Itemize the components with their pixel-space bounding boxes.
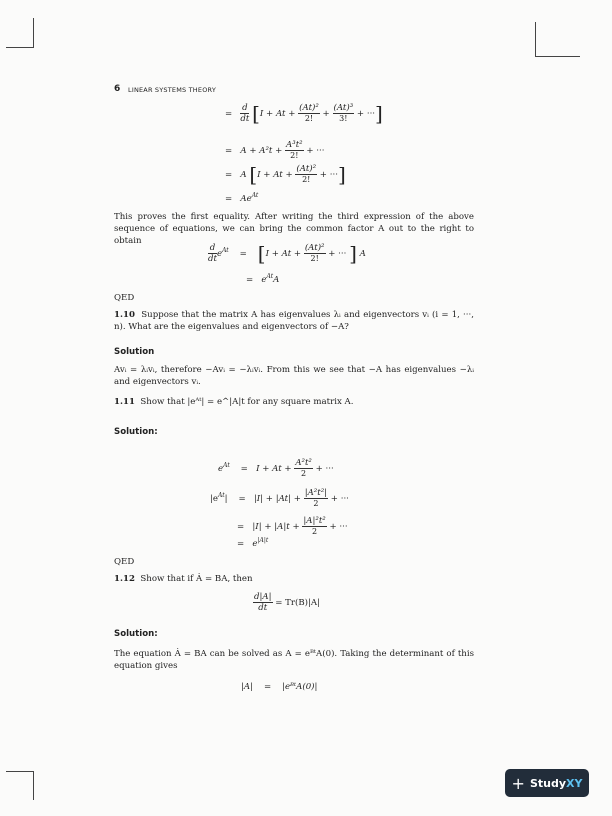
solution-1-12-text: The equation Ȧ = BA can be solved as A = eᴮᵗA(0). Taking the determinant of this equation gives [114,649,474,671]
running-title: LINEAR SYSTEMS THEORY [128,86,216,94]
equation-determinant-derivative: $\frac{d|A|}{dt}$ = Tr(B)|A| [254,592,321,613]
crop-mark [535,22,536,57]
paragraph-proof: This proves the first equality. After writing the third expression of the above sequence of equations, we can bring the common factor A out to the right to obtain [114,212,474,246]
solution-heading: Solution: [114,427,158,437]
crop-mark [33,18,34,48]
problem-1-11: 1.11 Show that |eᴬᵗ| = e^|A|t for any square matrix A. [114,397,354,407]
equation-determinant-row-1: $e^{At}$ = I + At + $\frac{\text{A²t²}}{2}$ + ··· [218,458,334,478]
crop-mark [6,47,34,48]
studyxy-logo-badge[interactable] [505,769,589,797]
derivation-line-4: = $Ae^{At}$ [225,192,259,204]
plus-icon: + [511,773,525,793]
derivation-line-2: = A + A²t + $\frac{\text{A³t²}}{2!}$ + ··· [225,140,325,160]
equation-determinant-row-4: = $e^{|A|t}$ [237,537,269,549]
derivation-line-1: = $\frac{d}{dt}$ [I + At + $\frac{\text{(At)²}}{2!}$ + $\frac{\text{(At)³}}{3!}$ + ···] [225,101,383,126]
equation-exp-derivative: $\frac{d}{dt}$ $e^{At}$ = [I + At + $\frac{\text{(At)²}}{2!}$ + ··· ] A [208,241,366,266]
equation-exp-derivative-result: = $e^{At}A$ [246,273,280,285]
solution-heading: Solution: [114,629,158,639]
equation-determinant-row-2: $|e^{At}|$ = |I| + |At| + $\frac{\text{|A²t²|}}{2}$ + ··· [210,488,349,508]
derivation-line-3: = A [I + At + $\frac{\text{(At)²}}{2!}$ + ···] [225,162,346,187]
problem-1-10: 1.10 Suppose that the matrix A has eigenvalues λᵢ and eigenvectors vᵢ (i = 1, ···, n). What are the eigenvalues and eigenvectors of −A? [114,310,474,332]
solution-heading: Solution [114,347,155,357]
qed-mark: QED [114,557,135,567]
logo-text: StudyXY [529,776,583,790]
problem-1-12: 1.12 Show that if Ȧ = BA, then [114,574,253,584]
equation-determinant-solution: |A| = |eᴮᵗA(0)| [241,682,318,692]
crop-mark [6,771,34,772]
qed-mark: QED [114,293,135,303]
equation-determinant-row-3: = |I| + |A|t + $\frac{\text{|A|²t²}}{2}$ + ··· [237,516,348,536]
crop-mark [33,772,34,800]
solution-1-10-text: Avᵢ = λᵢvᵢ, therefore −Avᵢ = −λᵢvᵢ. From this we see that −A has eigenvalues −λᵢ and eigenvectors vᵢ. [114,365,474,387]
crop-mark [535,56,580,57]
page-number: 6 [114,84,121,94]
